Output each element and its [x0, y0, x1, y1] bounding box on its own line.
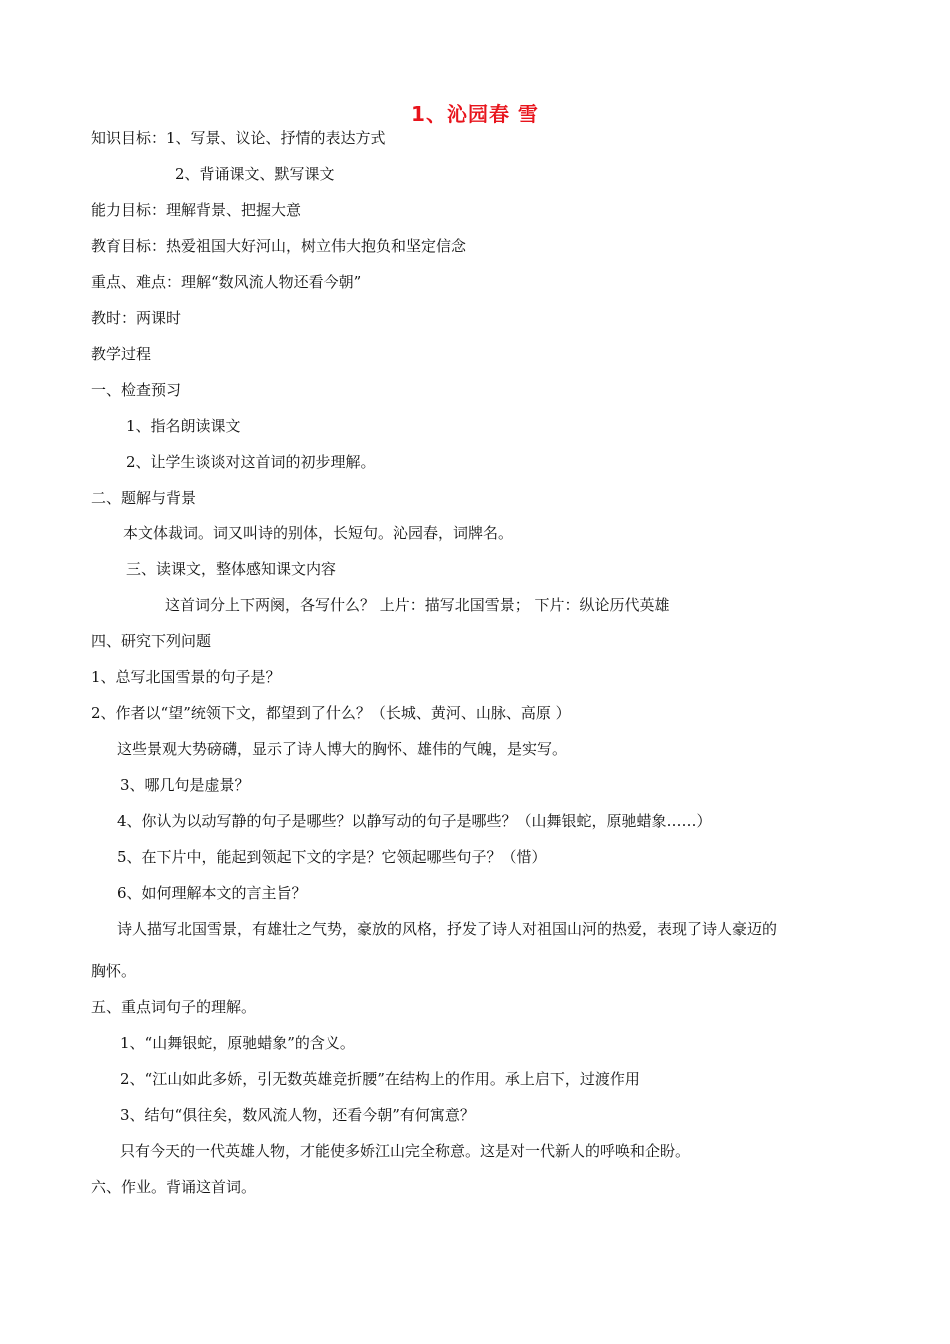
section-5-item-2: 2、“江山如此多娇，引无数英雄竞折腰”在结构上的作用。承上启下，过渡作用 — [120, 1070, 640, 1088]
teaching-process-heading: 教学过程 — [91, 345, 152, 363]
section-2-heading: 二、题解与背景 — [91, 489, 197, 507]
question-5: 5、在下片中，能起到领起下文的字是？它领起哪些句子？（惜） — [117, 848, 547, 866]
section-6-homework: 六、作业。背诵这首词。 — [91, 1178, 257, 1196]
section-5-item-3-answer: 只有今天的一代英雄人物，才能使多娇江山完全称意。这是对一代新人的呼唤和企盼。 — [120, 1142, 691, 1160]
section-5-heading: 五、重点词句子的理解。 — [91, 998, 257, 1016]
section-1-heading: 一、检查预习 — [91, 381, 182, 399]
section-3-paragraph: 这首词分上下两阕，各写什么？ 上片：描写北国雪景； 下片：纵论历代英雄 — [165, 596, 670, 614]
section-4-heading: 四、研究下列问题 — [91, 632, 212, 650]
document-title: 1、沁园春 雪 — [411, 102, 539, 126]
ability-goal-line: 能力目标：理解背景、把握大意 — [91, 201, 302, 219]
key-points-line: 重点、难点：理解“数风流人物还看今朝” — [91, 273, 362, 291]
question-6-answer: 诗人描写北国雪景，有雄壮之气势，豪放的风格，抒发了诗人对祖国山河的热爱，表现了诗人豪迈的 — [117, 920, 778, 938]
knowledge-goal-line-2: 2、背诵课文、默写课文 — [175, 165, 335, 183]
question-4: 4、你认为以动写静的句子是哪些？以静写动的句子是哪些？（山舞银蛇，原驰蜡象……） — [117, 812, 712, 830]
section-5-item-1: 1、“山舞银蛇，原驰蜡象”的含义。 — [120, 1034, 355, 1052]
section-3-heading: 三、读课文，整体感知课文内容 — [126, 560, 337, 578]
question-2-answer: 这些景观大势磅礴，显示了诗人博大的胸怀、雄伟的气魄，是实写。 — [117, 740, 568, 758]
education-goal-line: 教育目标：热爱祖国大好河山，树立伟大抱负和坚定信念 — [91, 237, 467, 255]
knowledge-goal-line: 知识目标：1、写景、议论、抒情的表达方式 — [91, 129, 386, 147]
section-2-paragraph: 本文体裁词。词又叫诗的别体，长短句。沁园春，词牌名。 — [123, 524, 514, 542]
question-6-answer-continued: 胸怀。 — [91, 962, 137, 980]
question-3: 3、哪几句是虚景？ — [120, 776, 250, 794]
section-5-item-3: 3、结句“俱往矣，数风流人物，还看今朝”有何寓意？ — [120, 1106, 475, 1124]
question-2: 2、作者以“望”统领下文，都望到了什么？（长城、黄河、山脉、高原 ） — [91, 704, 571, 722]
question-6: 6、如何理解本文的言主旨？ — [117, 884, 307, 902]
teaching-hours-line: 教时：两课时 — [91, 309, 182, 327]
question-1: 1、总写北国雪景的句子是？ — [91, 668, 281, 686]
section-1-item-2: 2、让学生谈谈对这首词的初步理解。 — [126, 453, 376, 471]
section-1-item-1: 1、指名朗读课文 — [126, 417, 241, 435]
